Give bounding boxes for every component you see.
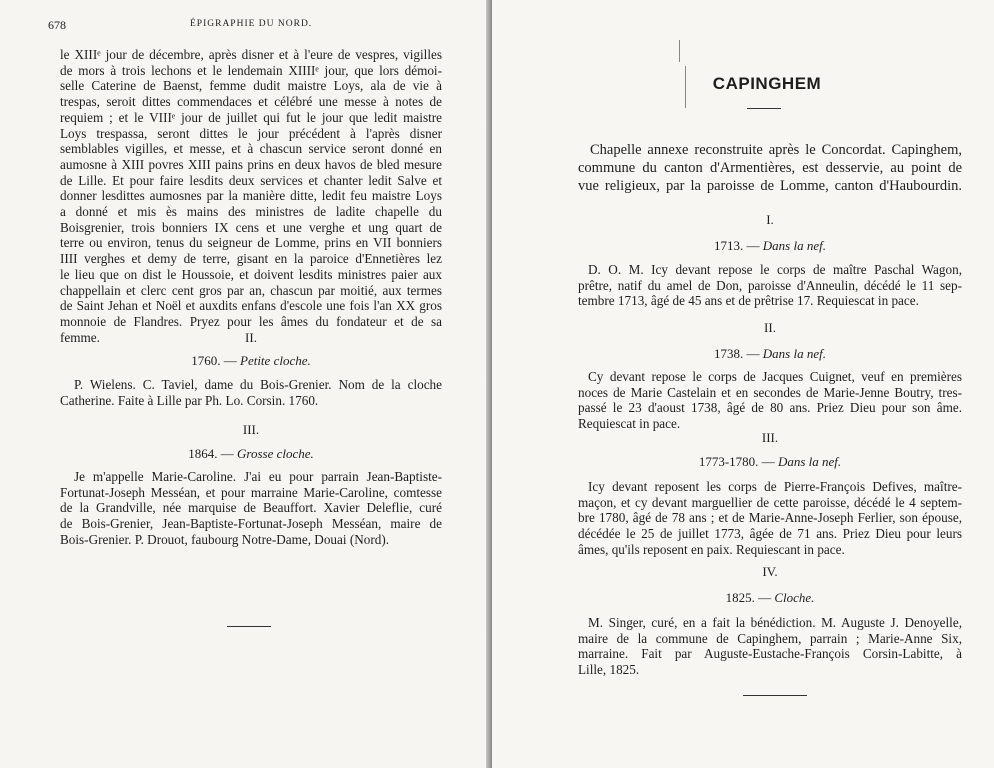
text-line: Boisgrenier, trois bonniers IX cens et une verghe et ung quart de: [60, 219, 442, 235]
section-number: IV.: [762, 564, 778, 579]
text-line: chappellain et clerc cent gros par an, chascun par moitié, aux termes: [60, 282, 442, 298]
continuation-paragraph: [60, 47, 442, 345]
section-date: 1825.: [725, 590, 755, 605]
text-line: Je m'appelle Marie-Caroline. J'ai eu pour parrain Jean-Baptiste-: [74, 469, 442, 484]
inscription-paragraph: [578, 369, 962, 432]
text-line: le XIIIᵉ jour de décembre, après disner et à l'eure de vespres, vigilles: [60, 47, 442, 62]
section-number: III.: [761, 430, 779, 445]
text-line: de Saint Jehan et Noël et auxdits enfans d'escole une fois l'an XX gros: [60, 298, 442, 314]
section-place: Cloche.: [774, 590, 815, 605]
text-line: Requiescat in pace.: [578, 416, 681, 432]
end-rule: [227, 626, 271, 627]
text-line: Cy devant repose le corps de Jacques Cuignet, veuf en premières: [588, 369, 962, 384]
section-place: Petite cloche.: [240, 353, 311, 368]
scan-mark: [679, 40, 680, 62]
text-line: de mors à trois lechons et le lendemain XIIIIᵉ jour, que lors démoi-: [60, 62, 442, 78]
text-line: Icy devant reposent les corps de Pierre-François Defives, maître-: [588, 479, 962, 494]
section-number: I.: [766, 212, 774, 227]
text-line: de la Grandville, née marquise de Beauffort. Xavier Deleflie, curé: [60, 500, 442, 516]
text-line: tembre 1713, âgé de 45 ans et de prêtrise 17. Requiescat in pace.: [578, 293, 919, 309]
inscription-paragraph: [578, 615, 962, 678]
text-line: Lille, 1825.: [578, 662, 640, 678]
section-date: 1738.: [714, 346, 744, 361]
text-line: noces de Marie Castelain et en secondes de Marie-Jenne Boutry, tres-: [578, 384, 962, 400]
section-heading: 1760. — Petite cloche.: [191, 353, 311, 368]
text-line: de Bois-Grenier, Jean-Baptiste-Fortunat-Joseph Messéan, maire de: [60, 516, 442, 532]
section-heading: 1825. — Cloche.: [725, 590, 815, 605]
text-line: le lieu que on dist le Houssoie, et doivent lesdits ministres paier aux: [60, 266, 442, 282]
intro-paragraph: [578, 142, 962, 195]
text-line: a donné et mis ès mains des ministres de ladite chapelle du: [60, 204, 442, 220]
text-line: Bois-Grenier. P. Drouot, faubourg Notre-Dame, Douai (Nord).: [60, 531, 390, 547]
text-line: aumosne à XIII povres XIII pains prins en deux havos de bled mesure: [60, 156, 442, 172]
running-title: ÉPIGRAPHIE DU NORD.: [190, 19, 313, 29]
section-heading: 1713. — Dans la nef.: [714, 238, 826, 253]
inscription-paragraph: [60, 469, 442, 548]
text-line: P. Wielens. C. Taviel, dame du Bois-Grenier. Nom de la cloche: [74, 377, 442, 392]
text-line: passé le 23 d'aoust 1738, âgé de 80 ans. Priez Dieu pour son âme.: [578, 400, 962, 416]
text-line: Fortunat-Joseph Messéan, et pour marraine Marie-Caroline, comtesse: [60, 484, 442, 500]
section-date: 1773-1780.: [698, 454, 759, 469]
inscription-paragraph: [578, 479, 962, 558]
text-line: décédée le 25 de juillet 1773, âgée de 71 ans. Priez Dieu pour leurs: [578, 526, 962, 542]
text-line: Chapelle annexe reconstruite après le Concordat. Capinghem,: [590, 142, 962, 158]
text-line: bre 1780, âgé de 78 ans ; et de Marie-Anne-Joseph Ferlier, son épouse,: [578, 510, 962, 526]
text-line: commune du canton d'Armentières, est desservie, au point de: [578, 159, 962, 176]
section-place: Dans la nef.: [762, 346, 826, 361]
section-place: Dans la nef.: [762, 238, 826, 253]
text-line: semblables vigilles, et messe, et à chascun service seront donné en: [60, 141, 442, 157]
inscription-paragraph: [578, 262, 962, 309]
inscription-paragraph: [60, 377, 442, 408]
section-date: 1864.: [188, 446, 218, 461]
section-number: III.: [242, 422, 260, 437]
left-page: [0, 0, 492, 768]
section-number: II.: [764, 320, 776, 335]
text-line: IIII verghes et demy de terre, gisant en la paroice d'Ennetières lez: [60, 251, 442, 267]
section-number: II.: [245, 330, 257, 345]
section-heading: 1864. — Grosse cloche.: [188, 446, 314, 461]
text-line: Catherine. Faite à Lille par Ph. Lo. Corsin. 1760.: [60, 392, 319, 408]
text-line: femme.: [60, 329, 100, 345]
text-line: vue religieux, par la paroisse de Lomme, canton d'Haubourdin.: [578, 177, 962, 194]
text-line: maire de la commune de Capinghem, parrain ; Marie-Anne Six,: [578, 630, 962, 646]
text-line: maçon, et cy devant marguellier de cette paroisse, décédé le 4 septem-: [578, 494, 962, 510]
text-line: prêtre, natif du amel de Don, paroisse d'Anneulin, décédé le 11 sep-: [578, 277, 962, 293]
page-number: 678: [48, 18, 66, 32]
section-date: 1760.: [191, 353, 221, 368]
text-line: selle Caterine de Baenst, femme dudit maistre Loys, ala de vie à: [60, 78, 442, 94]
text-line: marraine. Fait par Auguste-Eustache-François Corsin-Labitte, à: [578, 646, 962, 662]
right-page: [492, 0, 994, 768]
page-title: CAPINGHEM: [712, 74, 822, 93]
text-line: de Lille. Et pour faire lesdits deux services et chanter ledit Salve et: [60, 172, 442, 188]
end-rule: [743, 695, 807, 696]
text-line: Loys trespassa, seront dittes le jour précédent à l'après disner: [60, 125, 442, 141]
text-line: trespas, seroit dittes commendaces et célébré une messe à notes de: [60, 94, 442, 110]
text-line: monnoie de Flandres. Pryez pour les âmes du fondateur et de sa: [60, 313, 442, 329]
section-place: Grosse cloche.: [236, 446, 314, 461]
text-line: D. O. M. Icy devant repose le corps de maître Paschal Wagon,: [588, 262, 962, 277]
text-line: M. Singer, curé, en a fait la bénédiction. M. Auguste J. Denoyelle,: [588, 615, 962, 630]
text-line: terre ou environ, tenus du seigneur de Lomme, prins en VII bonniers: [60, 235, 442, 251]
text-line: donner lesdittes aumosnes par la manière ditte, ledit feu maistre Loys: [60, 188, 442, 204]
section-date: 1713.: [714, 238, 744, 253]
section-heading: 1773-1780. — Dans la nef.: [698, 454, 842, 469]
text-line: âmes, qu'ils reposent en paix. Requiescant in pace.: [578, 541, 845, 557]
section-place: Dans la nef.: [777, 454, 842, 469]
title-rule: [747, 108, 781, 109]
section-heading: 1738. — Dans la nef.: [714, 346, 826, 361]
text-line: requiem ; et le VIIIᵉ jour de juillet qui fut le jour que ledit maistre: [60, 109, 442, 125]
